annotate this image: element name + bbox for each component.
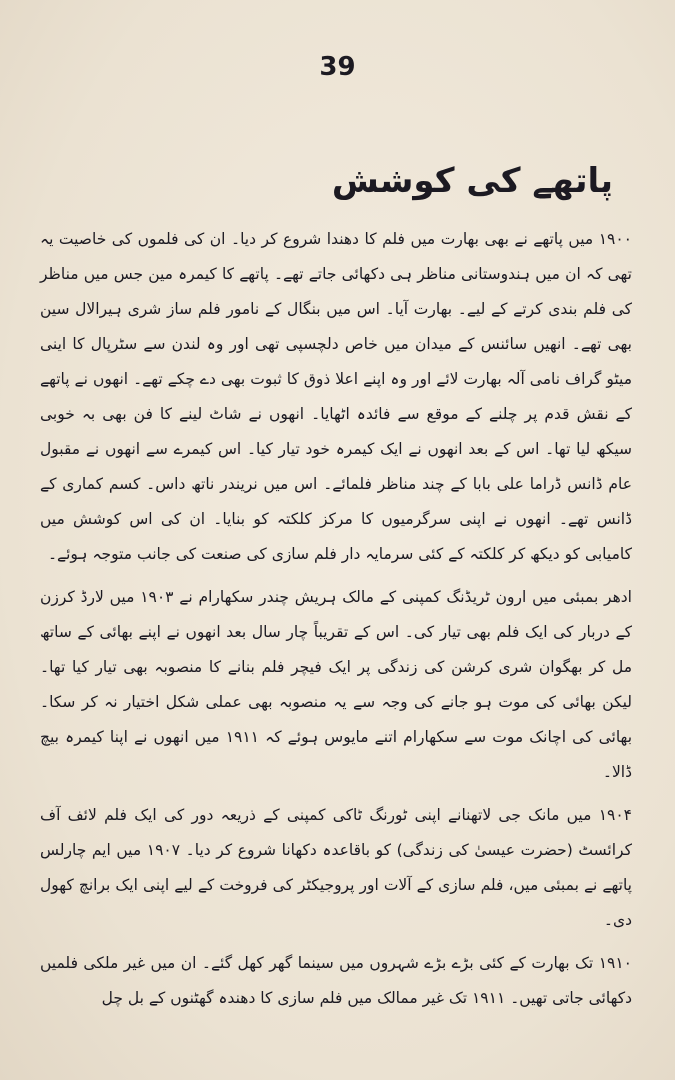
page-number: 39 [319, 52, 356, 82]
chapter-title: پاتھے کی کوشش [331, 161, 613, 201]
paragraph-3: ۱۹۰۴ میں مانک جی لاتھنانے اپنی ٹورنگ ٹاکی کمپنی کے ذریعہ دور کی ایک فلم لائف آف کرائسٹ (حضرت عیسیٰ کی زندگی) کو باقاعدہ دکھانا شروع کر دیا۔ ۱۹۰۷ میں ایم چارلس پاتھے نے بمبئی میں، فلم سازی کے آلات اور پروجیکٹر کی فروخت کے لیے اپنی ایک برانچ کھول دی۔ [40, 806, 632, 929]
paragraph-4: ۱۹۱۰ تک بھارت کے کئی بڑے بڑے شہروں میں سینما گھر کھل گئے۔ ان میں غیر ملکی فلمیں دکھائی جاتی تھیں۔ ۱۹۱۱ تک غیر ممالک میں فلم سازی کا دھندہ گھٹنوں کے بل چل [40, 954, 632, 1007]
paragraph-1: ۱۹۰۰ میں پاتھے نے بھی بھارت میں فلم کا دھندا شروع کر دیا۔ ان کی فلموں کی خاصیت یہ تھی کہ ان میں ہندوستانی مناظر ہی دکھائی جاتے تھے۔ پاتھے کا کیمرہ مین جس میں مناظر کی فلم بندی کرتے کے لیے۔ بھارت آیا۔ اس میں بنگال کے نامور فلم ساز شری ہیرالال سین بھی تھے۔ انھیں سائنس کے میدان میں خاص دلچسپی تھی اور وہ لندن سے سٹرپال کا اینی میٹو گراف نامی آلہ بھارت لائے اور وہ اپنے اعلا ذوق کا ثبوت بھی دے چکے تھے۔ انھوں نے پاتھے کے نقش قدم پر چلنے کے موقع سے فائدہ اٹھایا۔ انھوں نے شاٹ لینے کا فن بھی بہ خوبی سیکھ لیا تھا۔ اس کے بعد انھوں نے ایک کیمرہ خود تیار کیا۔ اس کیمرے سے انھوں نے مقبول عام ڈانس ڈراما علی بابا کے چند مناظر فلمائے۔ اس میں نریندر ناتھ داس۔ کسم کماری کے ڈانس تھے۔ انھوں نے اپنی سرگرمیوں کا مرکز کلکتہ کو بنایا۔ ان کی اس کوشش میں کامیابی کو دیکھ کر کلکتہ کے کئی سرمایہ دار فلم سازی کی صنعت کی جانب متوجہ ہوئے۔ [40, 230, 632, 563]
paragraph-2: ادھر بمبئی میں ارون ٹریڈنگ کمپنی کے مالک ہریش چندر سکھارام نے ۱۹۰۳ میں لارڈ کرزن کے دربار کی ایک فلم بھی تیار کی۔ اس کے تقریباً چار سال بعد انھوں نے اپنے بھائی کے ساتھ مل کر بھگوان شری کرشن کی زندگی پر ایک فیچر فلم بنانے کا منصوبہ بھی تیار کیا تھا۔ لیکن بھائی کی موت ہو جانے کی وجہ سے یہ منصوبہ بھی عملی شکل اختیار نہ کر سکا۔ بھائی کی اچانک موت سے سکھارام اتنے مایوس ہوئے کہ ۱۹۱۱ میں انھوں نے اپنا کیمرہ بیچ ڈالا۔ [40, 588, 633, 781]
body-text [40, 222, 632, 1024]
